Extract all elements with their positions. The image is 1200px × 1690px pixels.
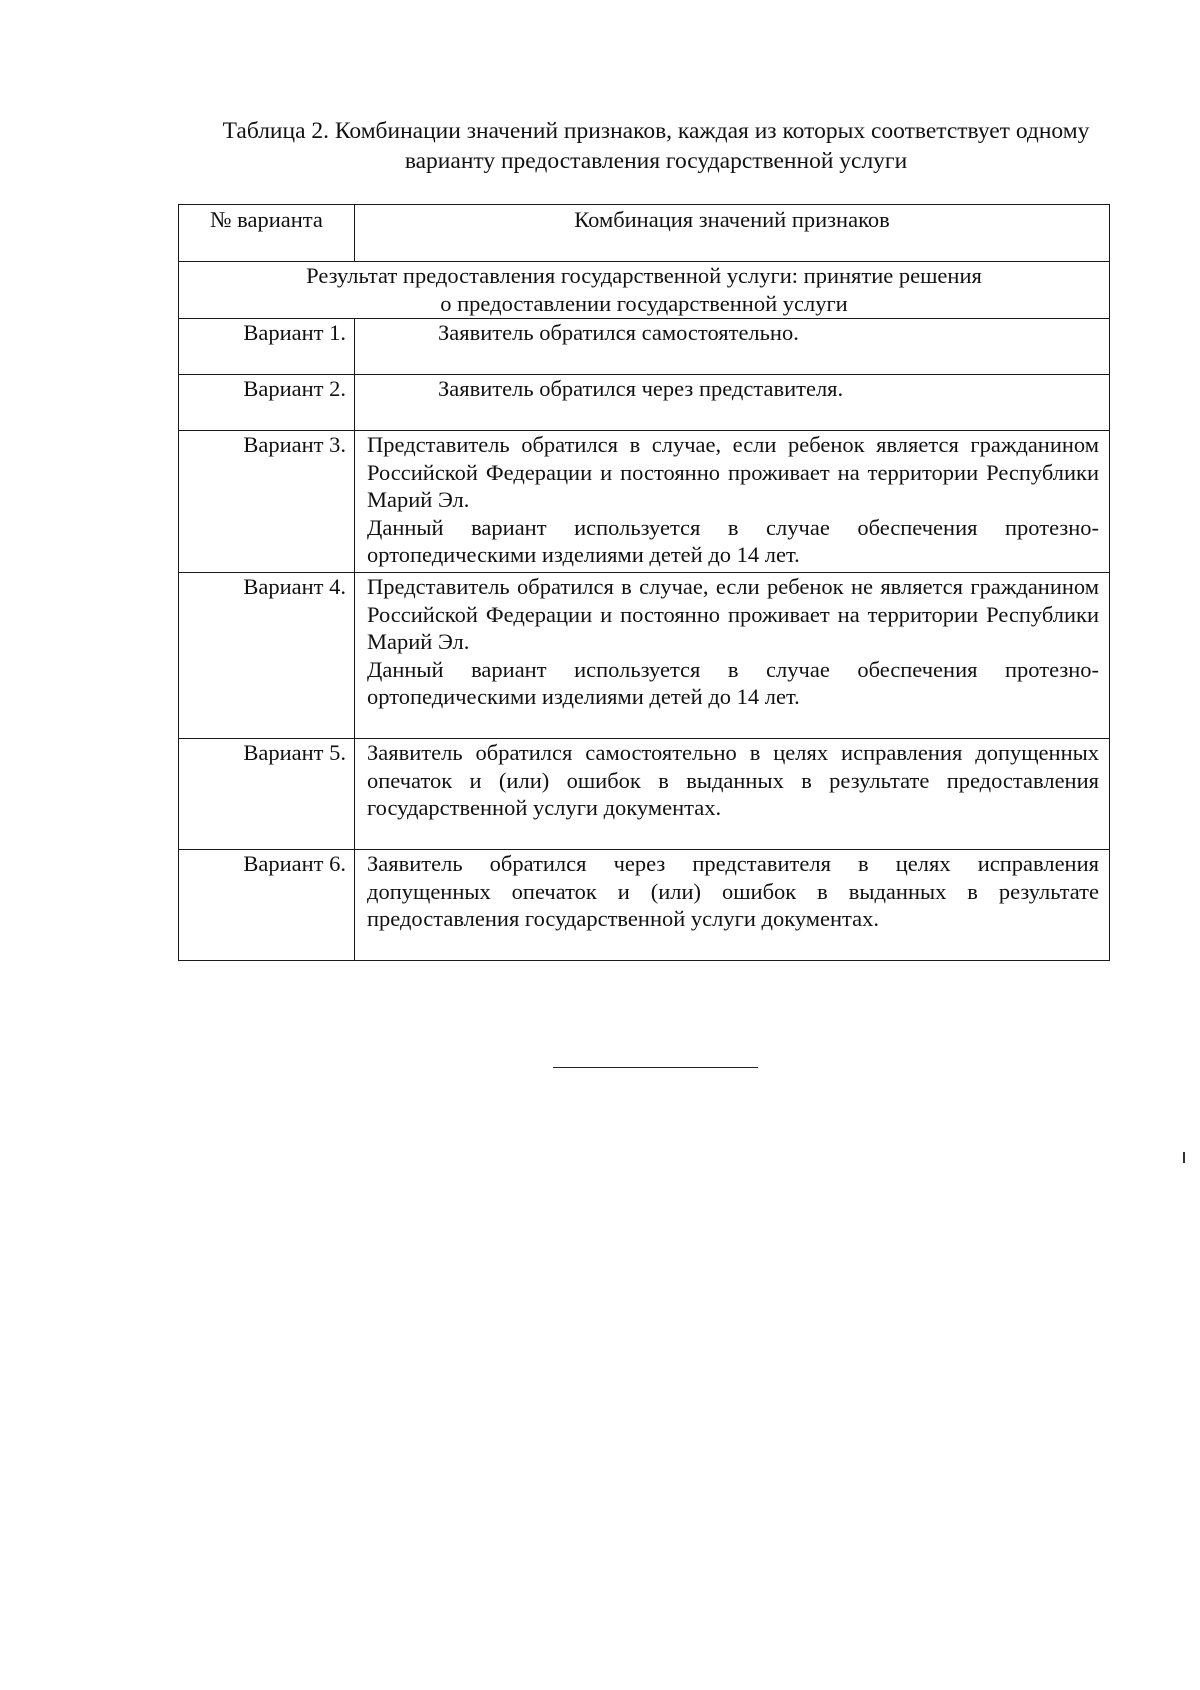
variant-description xyxy=(355,375,1110,431)
variant-label: Вариант 1. xyxy=(179,319,355,375)
table-row xyxy=(179,850,1110,961)
description-paragraph: Заявитель обратился через представителя. xyxy=(438,376,844,401)
table-row xyxy=(179,431,1110,573)
table-caption-line-1: Таблица 2. Комбинации значений признаков, каждая из которых соответствует одному xyxy=(222,118,1090,144)
description-paragraph: Заявитель обратился через представителя в целях исправления допущенных опечаток и (или) ошибок в выданных в результате предоставления государственной услуги документах. xyxy=(367,851,1099,931)
variant-description xyxy=(355,573,1110,739)
description-paragraph: Представитель обратился в случае, если ребенок является гражданином Российской Федерации и постоянно проживает на территории Республики Марий Эл. xyxy=(367,432,1099,512)
variant-description xyxy=(355,319,1110,375)
table-header-row xyxy=(179,205,1110,262)
table-caption-line-2: варианту предоставления государственной услуги xyxy=(404,148,908,174)
variants-table xyxy=(178,204,1110,961)
description-paragraph: Данный вариант используется в случае обеспечения протезно-ортопедическими изделиями детей до 14 лет. xyxy=(367,656,1099,709)
header-variant-number: № варианта xyxy=(179,205,355,262)
table-row xyxy=(179,573,1110,739)
variant-label: Вариант 3. xyxy=(179,431,355,573)
result-cell xyxy=(179,262,1110,319)
description-paragraph: Данный вариант используется в случае обеспечения протезно-ортопедическими изделиями детей до 14 лет. xyxy=(367,514,1099,567)
table-row xyxy=(179,739,1110,850)
description-paragraph: Представитель обратился в случае, если ребенок не является гражданином Российской Федерации и постоянно проживает на территории Республики Марий Эл. xyxy=(367,574,1099,654)
table-row xyxy=(179,319,1110,375)
table-caption xyxy=(196,116,1116,176)
description-paragraph: Заявитель обратился самостоятельно в целях исправления допущенных опечаток и (или) ошибок в выданных в результате предоставления государственной услуги документах. xyxy=(367,740,1099,820)
variant-label: Вариант 6. xyxy=(179,850,355,961)
end-divider xyxy=(553,1067,758,1068)
result-line-1: Результат предоставления государственной услуги: принятие решения xyxy=(306,263,982,288)
variant-description xyxy=(355,431,1110,573)
table-row xyxy=(179,375,1110,431)
scan-mark xyxy=(1183,1152,1185,1163)
header-combination: Комбинация значений признаков xyxy=(355,205,1110,262)
variant-label: Вариант 4. xyxy=(179,573,355,739)
variant-label: Вариант 2. xyxy=(179,375,355,431)
result-row xyxy=(179,262,1110,319)
variant-description xyxy=(355,739,1110,850)
result-line-2: о предоставлении государственной услуги xyxy=(440,290,848,316)
variant-description xyxy=(355,850,1110,961)
description-paragraph: Заявитель обратился самостоятельно. xyxy=(438,320,799,345)
variant-label: Вариант 5. xyxy=(179,739,355,850)
